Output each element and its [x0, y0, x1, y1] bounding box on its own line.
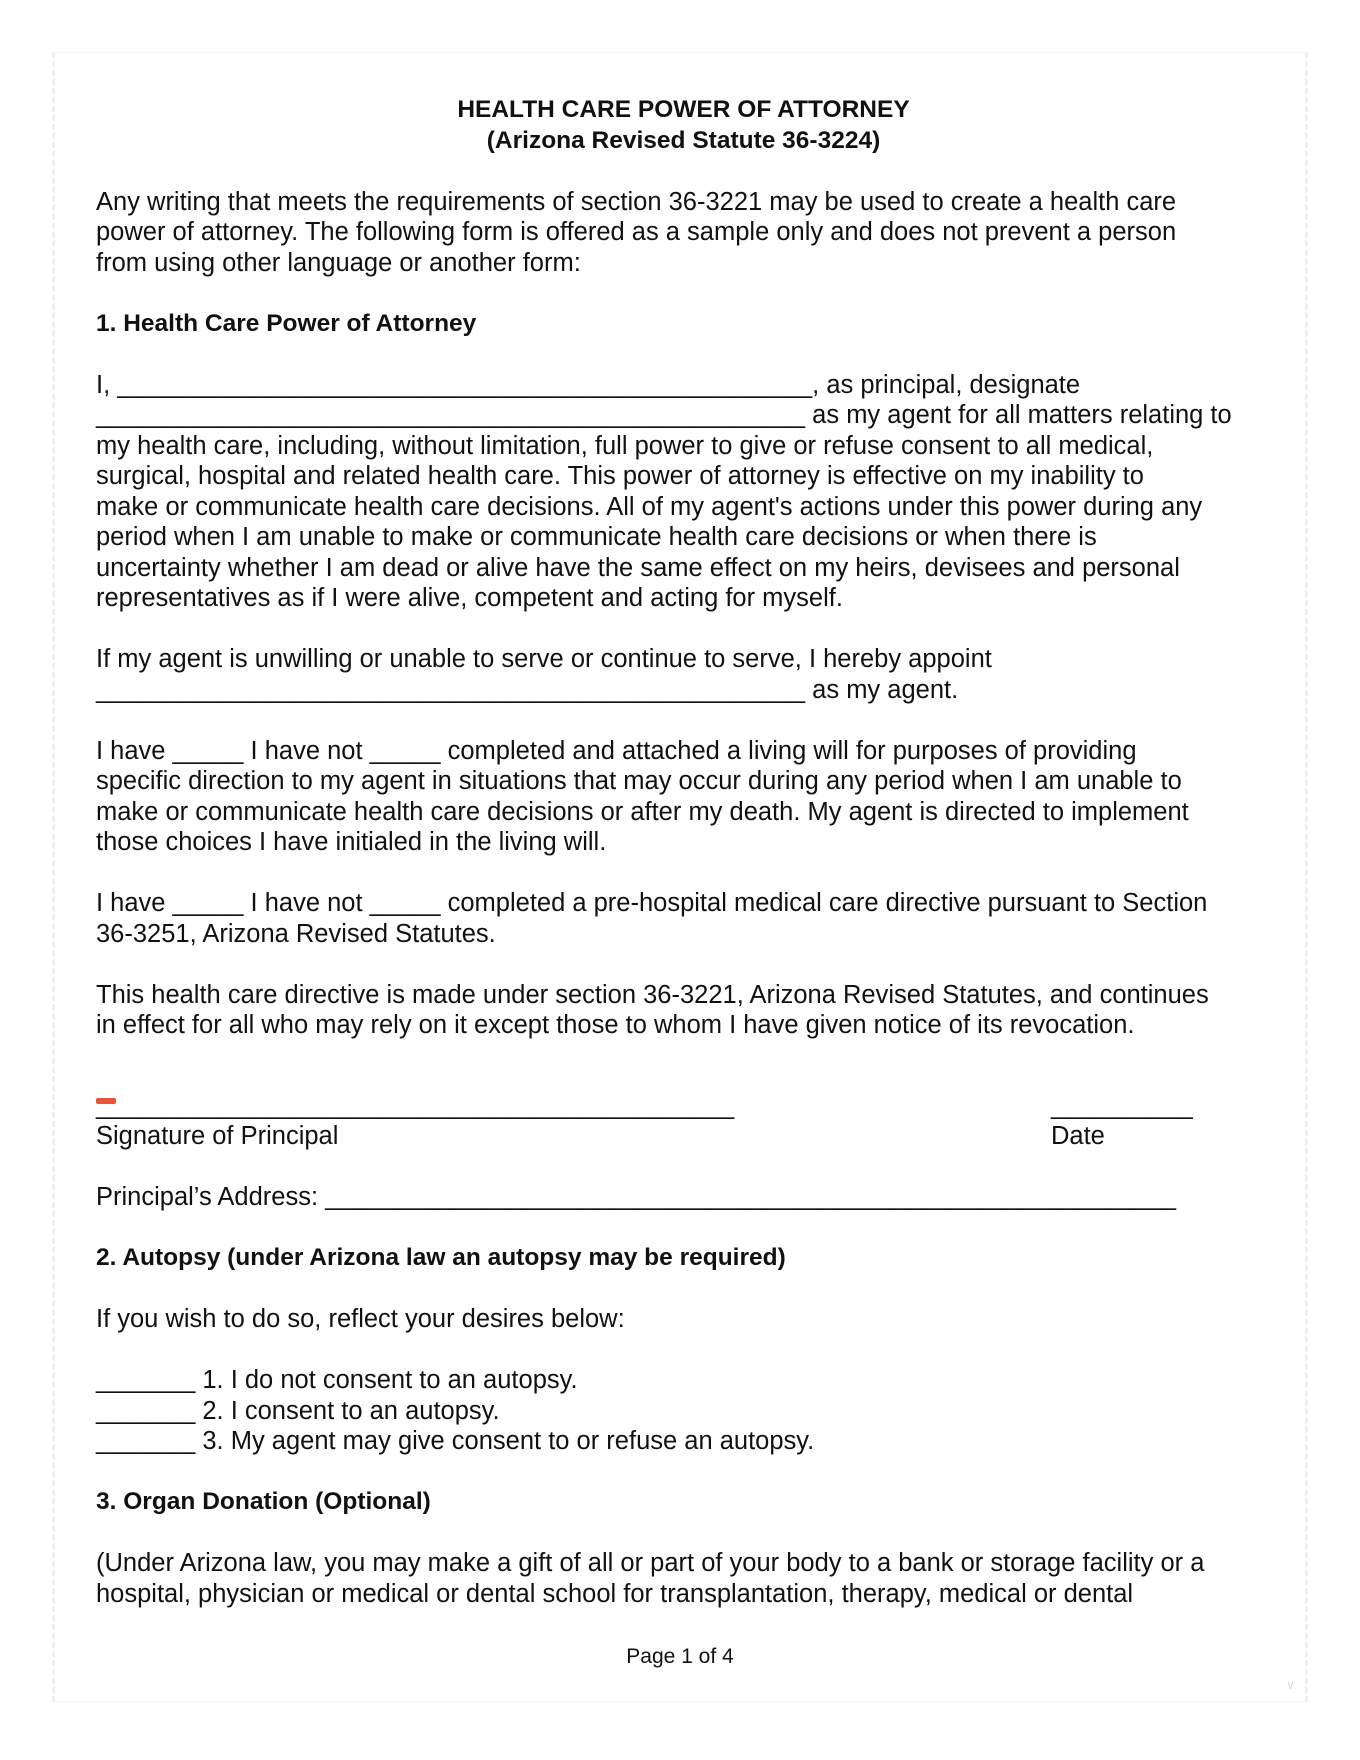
page-number: Page 1 of 4 [626, 1645, 734, 1668]
spacer [96, 858, 1271, 889]
living-will-paragraph: I have _____ I have not _____ completed and attached a living will for purposes of providing specific direction to my agent in situations that may occur during any period when I am unable to make or communicate health care decisions or after my death. My agent is directed to implement those choices I have initialed in the living will. [96, 736, 1189, 856]
section-2-heading: 2. Autopsy (under Arizona law an autopsy may be required) [96, 1244, 786, 1271]
signature-lines [96, 1091, 1271, 1122]
alternate-agent-paragraph: If my agent is unwilling or unable to serve or continue to serve, I hereby appoint __________________________________________________ as my agent. [96, 645, 992, 704]
spacer [96, 1152, 1271, 1183]
section-3-heading: 3. Organ Donation (Optional) [96, 1488, 431, 1515]
document-subtitle: (Arizona Revised Statute 36-3224) [486, 127, 881, 154]
organ-donation-paragraph: (Under Arizona law, you may make a gift of all or part of your body to a bank or storage facility or a hospital, physician or medical or dental school for transplantation, therapy, medical or dental [96, 1549, 1205, 1608]
date-line[interactable]: __________ [1051, 1091, 1193, 1120]
signature-labels [96, 1121, 1271, 1152]
autopsy-options[interactable]: _______ 1. I do not consent to an autopsy. _______ 2. I consent to an autopsy. _______ 3. My agent may give consent to or refuse an autopsy. [96, 1366, 815, 1455]
spacer [96, 705, 1271, 736]
spacer [96, 1041, 1271, 1091]
spacer [96, 949, 1271, 980]
spacer [96, 156, 1271, 187]
spacer [96, 1335, 1271, 1366]
spacer [96, 614, 1271, 645]
signature-line[interactable]: _____________________________________________ [96, 1091, 735, 1120]
date-label: Date [1051, 1122, 1105, 1150]
spacer [96, 1518, 1271, 1549]
chevron-down-icon: ∨ [1286, 1678, 1295, 1692]
title-block [96, 94, 1271, 156]
autopsy-prompt: If you wish to do so, reflect your desires below: [96, 1305, 625, 1333]
directive-paragraph: This health care directive is made under section 36-3221, Arizona Revised Statutes, and continues in effect for all who may rely on it except those to whom I have given notice of its revocation. [96, 980, 1209, 1039]
spacer [96, 1457, 1271, 1488]
spacer [96, 1213, 1271, 1244]
document-body [96, 94, 1271, 1609]
agent-designation-paragraph: I, _________________________________________________, as principal, designate __________________________________________________ as my agent for all matters relating to my health care, including, without limitation, full power to give or refuse consent to all medical, surgical, hospital and related health care. This power of attorney is effective on my inability to make or communicate health care decisions. All of my agent's actions under this power during any period when I am unable to make or communicate health care decisions or when there is uncertainty whether I am dead or alive have the same effect on my heirs, devisees and personal representatives as if I were alive, competent and acting for myself. [96, 370, 1232, 612]
spacer [96, 278, 1271, 309]
document-title: HEALTH CARE POWER OF ATTORNEY [457, 96, 910, 123]
principal-address-field[interactable]: Principal’s Address: ____________________________________________________________ [96, 1183, 1177, 1211]
prehospital-directive-paragraph: I have _____ I have not _____ completed a pre-hospital medical care directive pursuant to Section 36-3251, Arizona Revised Statutes. [96, 889, 1208, 948]
spacer [96, 339, 1271, 370]
section-1-heading: 1. Health Care Power of Attorney [96, 309, 477, 337]
intro-paragraph: Any writing that meets the requirements of section 36-3221 may be used to create a health care power of attorney. The following form is offered as a sample only and does not prevent a person from using other language or another form: [96, 187, 1177, 277]
signature-label: Signature of Principal [96, 1122, 339, 1150]
spacer [96, 1274, 1271, 1305]
